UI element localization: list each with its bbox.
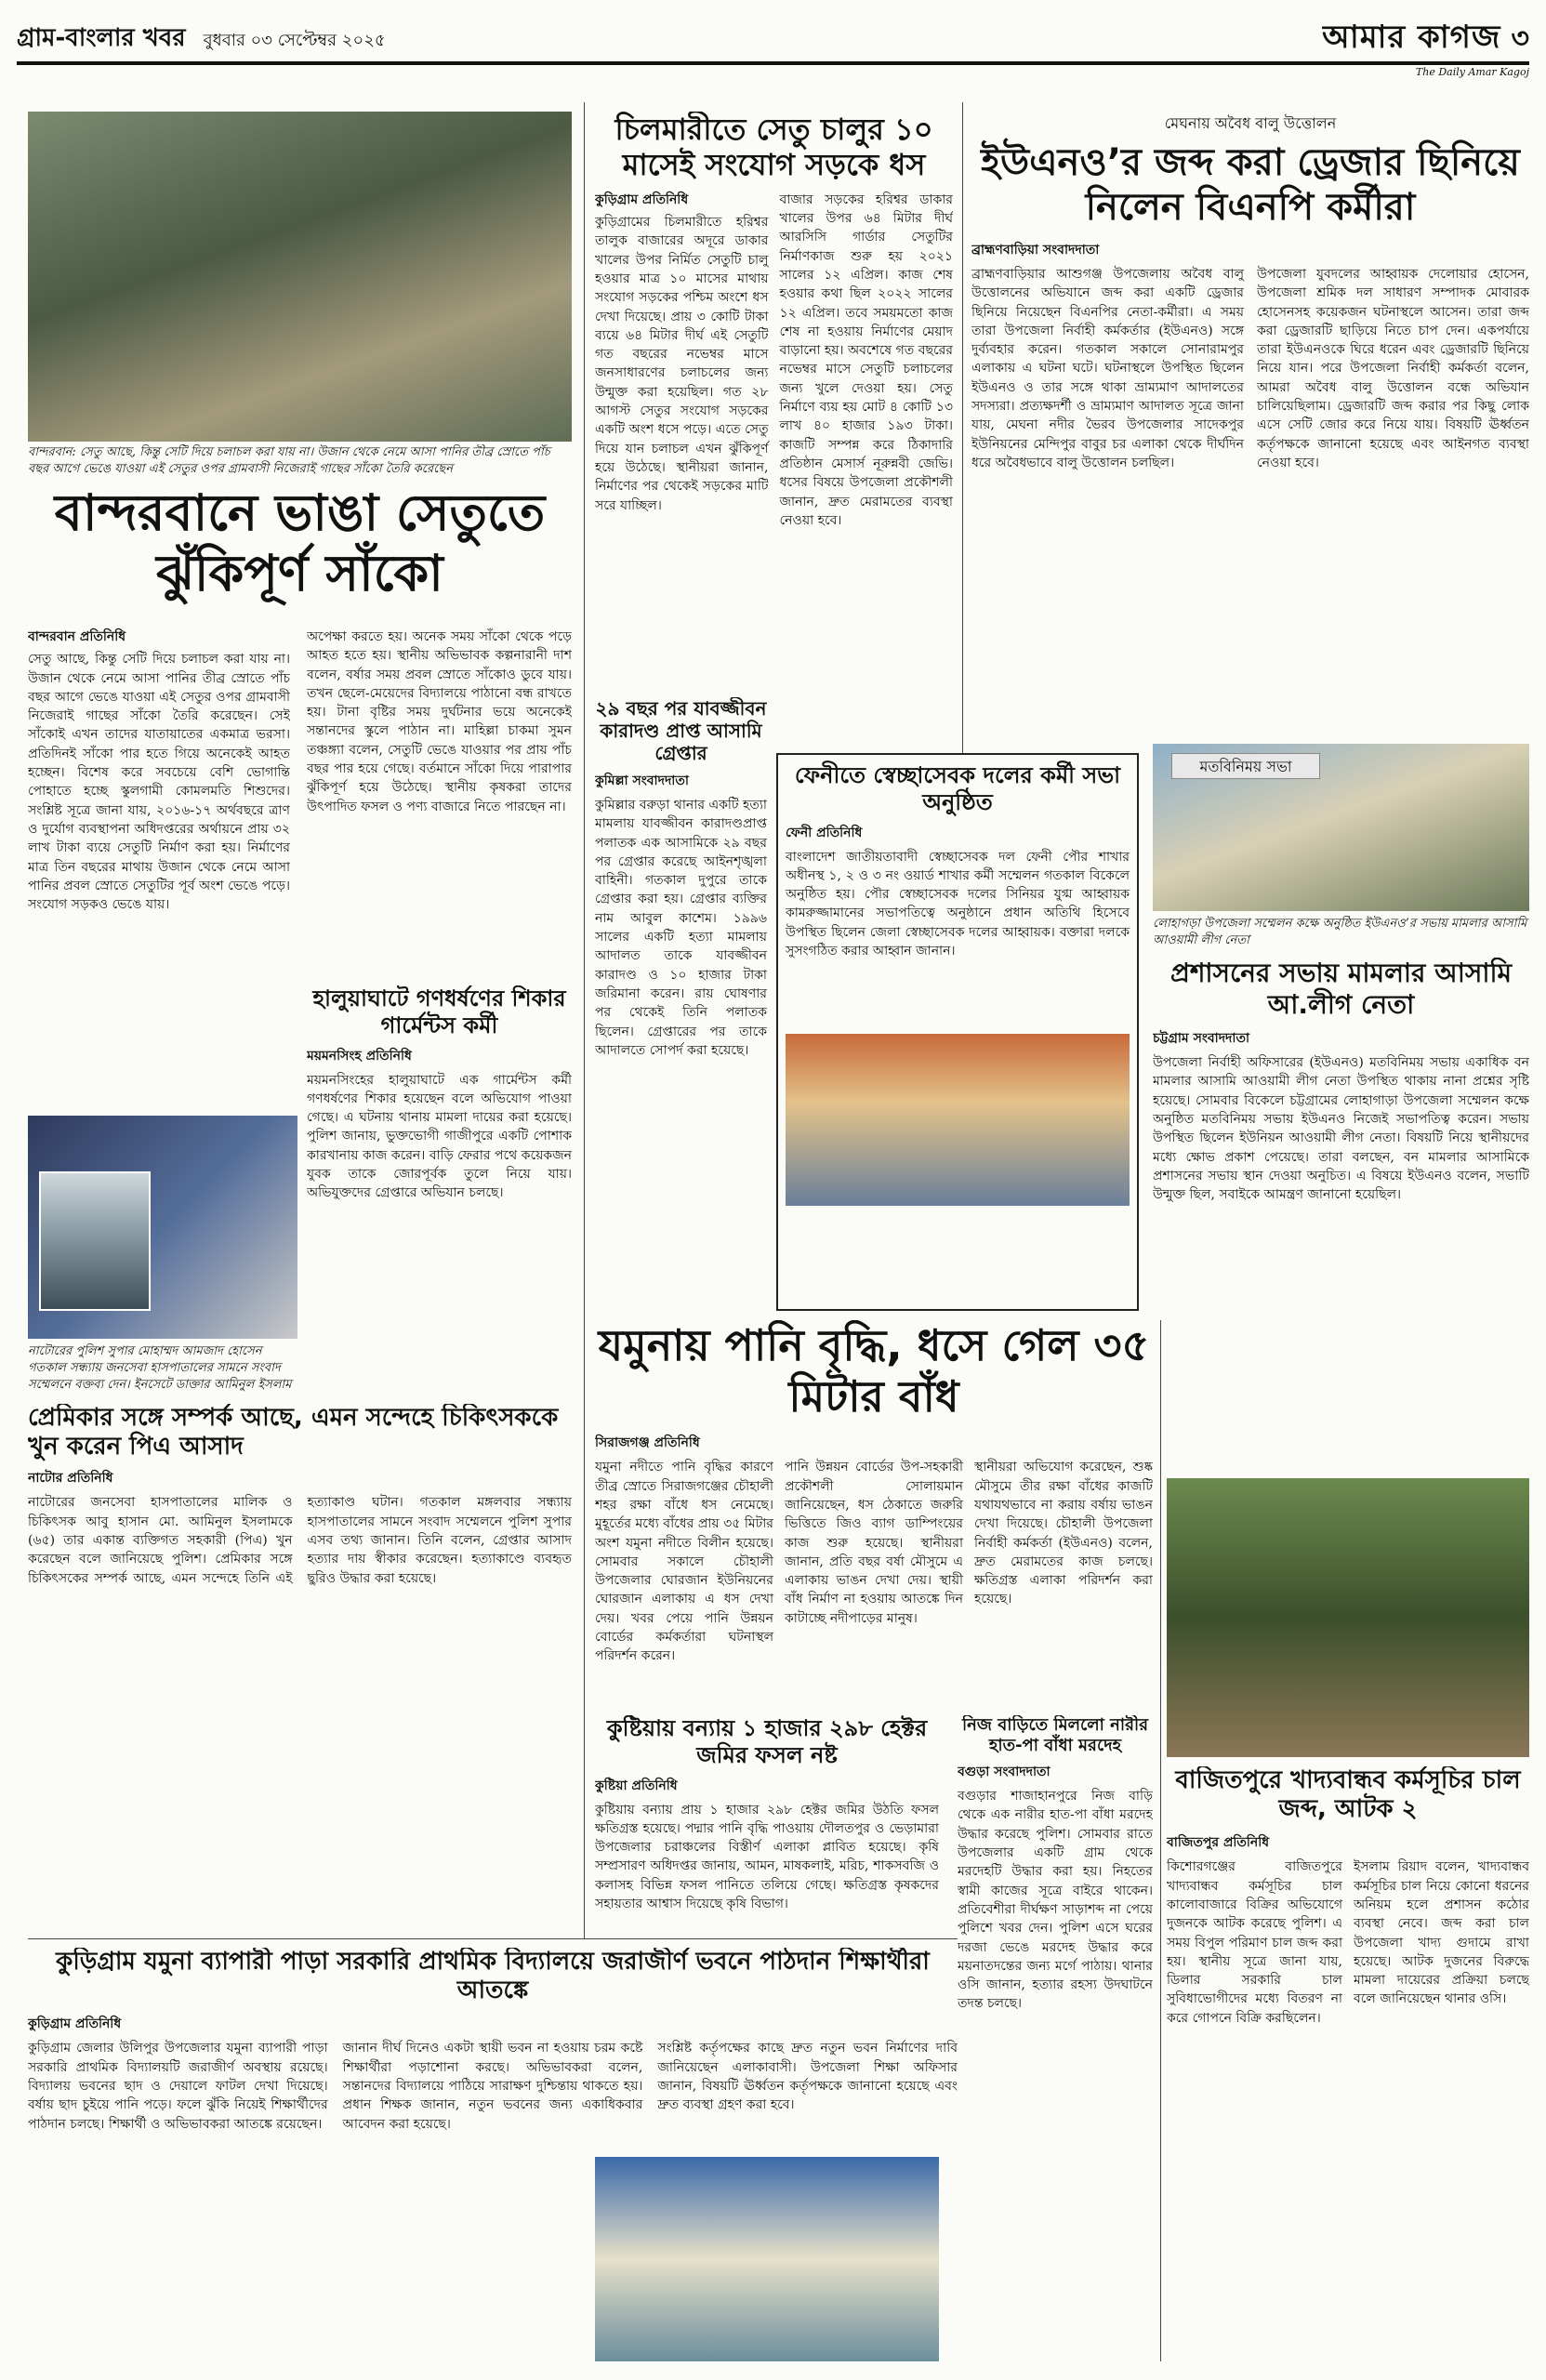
halughat-byline: ময়মনসিংহ প্রতিনিধি: [307, 1048, 412, 1064]
meghna-kicker: মেঘনায় অবৈধ বালু উত্তোলন: [1164, 114, 1337, 132]
nari-byline: বগুড়া সংবাদদাতা: [958, 1765, 1050, 1780]
section-label: গ্রাম-বাংলার খবর: [17, 24, 186, 52]
bandarban-col2: অপেক্ষা করতে হয়। অনেক সময় সাঁকো থেকে পড়ে আহত হতে হয়। স্থানীয় অভিভাবক কল্পনারানী দাশ বলেন, বর্ষার সময় প্রবল স্রোতে সাঁকোও ডুবে যায়। তখন ছেলে-মেয়েদের বিদ্যালয়ে পাঠানো বন্ধ রাখতে হয়। টানা বৃষ্টির সময় দুর্ঘটনার ভয়ে অনেকেই সন্তানদের স্কুলে পাঠান না। মাহিল্লা চাকমা সুমন তঞ্চঙ্গ্যা বলেন, সেতুটি ভেঙে যাওয়ার পর প্রায় পাঁচ বছর পার হয়ে গেছে। বর্তমানে সাঁকো দিয়ে পারাপার ঝুঁকিপূর্ণ হয়ে উঠেছে। স্থানীয় কৃষকরা তাদের উৎপাদিত ফসল ও পণ্য বাজারে নিতে পারছেন না।: [307, 629, 572, 814]
issue-date: বুধবার ০৩ সেপ্টেম্বর ২০২৫: [203, 31, 386, 50]
paper-subtitle: The Daily Amar Kagoj: [1415, 66, 1529, 78]
joubjiban-body: কুমিল্লার বরুড়া থানার একটি হত্যা মামলায় যাবজ্জীবন কারাদণ্ডপ্রাপ্ত পলাতক এক আসামিকে ২৯ বছর পর গ্রেপ্তার করেছে আইনশৃঙ্খলা বাহিনী। গতকাল দুপুরে তাকে গ্রেপ্তার করা হয়। গ্রেপ্তার ব্যক্তির নাম আবুল কাশেম। ১৯৯৬ সালের একটি হত্যা মামলায় আদালত তাকে যাবজ্জীবন কারাদণ্ড ও ১০ হাজার টাকা জরিমানা করেন। রায় ঘোষণার পর থেকেই তিনি পলাতক ছিলেন। গ্রেপ্তারের পর তাকে আদালতে সোপর্দ করা হয়েছে।: [595, 798, 767, 1058]
feni-article: [776, 753, 1139, 1311]
inset-photo: [39, 1171, 151, 1311]
column-divider: [1160, 1320, 1161, 2361]
joubjiban-byline: কুমিল্লা সংবাদদাতা: [595, 774, 689, 788]
kushtia-article: [595, 1715, 939, 1948]
sova-body: উপজেলা নির্বাহী অফিসারের (ইউএনও) মতবিনিময় সভায় একাধিক বন মামলার আসামি আওয়ামী লীগ নেতা উপস্থিত থাকায় নানা প্রশ্নের সৃষ্টি হয়েছে। সোমবার বিকেলে চট্টগ্রামের লোহাগাড়া উপজেলা সম্মেলন কক্ষে অনুষ্ঠিত মতবিনিময় সভায় ইউএনও নিজেই সভাপতিত্ব করেন। সভায় উপস্থিত ছিলেন ইউনিয়ন আওয়ামী লীগ নেতা। বিষয়টি নিয়ে স্থানীয়দের মধ্যে ক্ষোভ প্রকাশ পেয়েছে। তারা বলছেন, বন মামলার আসামিকে প্রশাসনের সভায় স্থান দেওয়া অনুচিত। এ বিষয়ে ইউএনও বলেন, সভাটি উন্মুক্ত ছিল, সবাইকে আমন্ত্রণ জানানো হয়েছিল।: [1153, 1055, 1529, 1203]
chilmari-byline: কুড়িগ্রাম প্রতিনিধি: [595, 192, 689, 207]
kurigram-school-col1: কুড়িগ্রাম জেলার উলিপুর উপজেলার যমুনা ব্যাপারী পাড়া সরকারি প্রাথমিক বিদ্যালয়টি জরাজীর্ণ অবস্থায় রয়েছে। বিদ্যালয় ভবনের ছাদ ও দেয়ালে ফাটল দেখা দিয়েছে। বর্ষায় ছাদ চুইয়ে পানি পড়ে। ফলে ঝুঁকি নিয়েই শিক্ষার্থীদের পাঠদান চলছে। শিক্ষার্থী ও অভিভাবকরা আতঙ্কে রয়েছেন।: [28, 2041, 328, 2132]
section-title: [17, 19, 386, 60]
kurigram-school-headline: কুড়িগ্রাম যমুনা ব্যাপারী পাড়া সরকারি প্রাথমিক বিদ্যালয়ে জরাজীর্ণ ভবনে পাঠদান শিক্ষার্থীরা আতঙ্কে: [56, 1948, 930, 2005]
feni-byline: ফেনী প্রতিনিধি: [786, 825, 863, 840]
natore-photo: [28, 1116, 297, 1339]
header-rule: [17, 61, 1529, 65]
meghna-col2: উপজেলা যুবদলের আহ্বায়ক দেলোয়ার হোসেন, উপজেলা শ্রমিক দল সাধারণ সম্পাদক মোবারক হোসেনসহ কয়েকজন ঘটনাস্থলে আসেন। তারা জব্দ করা ড্রেজারটি ছাড়িয়ে নিতে চাপ দেন। একপর্যায়ে তারা ইউএনওকে ঘিরে ধরেন এবং ড্রেজারটি ছিনিয়ে নিয়ে যান। পরে উপজেলা নির্বাহী কর্মকর্তা বলেন, আমরা অবৈধ বালু উত্তোলন বন্ধে অভিযান চালিয়েছিলাম। ড্রেজারটি জব্দ করার পর কিছু লোক এসে সেটি জোর করে নিয়ে যায়। বিষয়টি ঊর্ধ্বতন কর্তৃপক্ষকে জানানো হয়েছে এবং আইনগত ব্যবস্থা নেওয়া হবে।: [1257, 267, 1529, 470]
sova-article: [1153, 958, 1529, 1422]
meghna-article: [971, 112, 1529, 744]
meghna-col1: ব্রাহ্মণবাড়িয়ার আশুগঞ্জ উপজেলায় অবৈধ বালু উত্তোলনের অভিযানে জব্দ করা একটি ড্রেজার ছিনিয়ে নিয়েছেন বিএনপির নেতা-কর্মীরা। এ সময় তারা উপজেলা নির্বাহী কর্মকর্তার (ইউএনও) সঙ্গে দুর্ব্যবহার করেন। গতকাল সকালে সোনারামপুর এলাকায় এ ঘটনা ঘটে। ঘটনাস্থলে উপস্থিত ছিলেন ইউএনও ও তার সঙ্গে থাকা ভ্রাম্যমাণ আদালতের সদস্যরা। প্রত্যক্ষদর্শী ও ভ্রাম্যমাণ আদালত সূত্রে জানা যায়, মেঘনা নদীর ভৈরব উপজেলার সাদেকপুর ইউনিয়নের মেন্দিপুর বাবুর চর এলাকা থেকে দীর্ঘদিন ধরে অবৈধভাবে বালু উত্তোলন চলছিল।: [971, 267, 1244, 470]
chilmari-col2: বাজার সড়কের হরিশ্বর ডাকার খালের উপর ৬৪ মিটার দীর্ঘ আরসিসি গার্ডার সেতুটির নির্মাণকাজ শুরু হয় ২০২১ সালের ১২ এপ্রিল। কাজ শেষ হওয়ার কথা ছিল ২০২২ সালের ১২ এপ্রিল। তবে সময়মতো কাজ শেষ না হওয়ায় নির্মাণের মেয়াদ বাড়ানো হয়। অবশেষে গত বছরের নভেম্বর মাসে সেতুটি চলাচলের জন্য খুলে দেওয়া হয়। সেতু নির্মাণে ব্যয় হয় মোট ৪ কোটি ১৩ লাখ ৪০ হাজার ১৯৩ টাকা। কাজটি সম্পন্ন করে ঠিকাদারি প্রতিষ্ঠান মেসার্স নূরুন্নবী জেভি। ধসের বিষয়ে উপজেলা প্রকৌশলী জানান, দ্রুত মেরামতের ব্যবস্থা নেওয়া হবে।: [779, 192, 953, 528]
chilmari-headline: চিলমারীতে সেতু চালুর ১০ মাসেই সংযোগ সড়কে ধস: [614, 112, 933, 183]
feni-headline: ফেনীতে স্বেচ্ছাসেবক দলের কর্মী সভা অনুষ্ঠিত: [794, 762, 1121, 815]
meghna-headline: ইউএনও’র জব্দ করা ড্রেজার ছিনিয়ে নিলেন বিএনপি কর্মীরা: [981, 141, 1520, 229]
kushtia-headline: কুষ্টিয়ায় বন্যায় ১ হাজার ২৯৮ হেক্টর জমির ফসল নষ্ট: [606, 1715, 928, 1768]
nari-headline: নিজ বাড়িতে মিললো নারীর হাত-পা বাঁধা মরদেহ: [961, 1715, 1149, 1755]
jamuna-headline: যমুনায় পানি বৃদ্ধি, ধসে গেল ৩৫ মিটার বাঁধ: [598, 1320, 1150, 1422]
page-number: ৩: [1511, 22, 1529, 55]
kushtia-photo: [595, 2157, 939, 2361]
bajitpur-headline: বাজিতপুরে খাদ্যবান্ধব কর্মসূচির চাল জব্দ, আটক ২: [1175, 1766, 1521, 1824]
bajitpur-article: [1167, 1766, 1529, 2361]
row-divider: [28, 1938, 958, 1939]
meghna-byline: ব্রাহ্মণবাড়িয়া সংবাদদাতা: [971, 243, 1100, 258]
bandarban-photo: [28, 112, 572, 442]
joubjiban-headline: ২৯ বছর পর যাবজ্জীবন কারাদণ্ড প্রাপ্ত আসামি গ্রেপ্তার: [595, 697, 767, 764]
nari-article: [958, 1715, 1153, 2361]
premika-byline: নাটোর প্রতিনিধি: [28, 1471, 113, 1487]
feni-photo: [786, 1034, 1130, 1206]
bajitpur-byline: বাজিতপুর প্রতিনিধি: [1167, 1835, 1270, 1851]
bandarban-caption: বান্দরবান: সেতু আছে, কিন্তু সেটি দিয়ে চলাচল করা যায় না। উজান থেকে নেমে আসা পানির তীব্র স্রোতে পাঁচ বছর আগে ভেঙে যাওয়া এই সেতুর ওপর গ্রামবাসী নিজেরাই গাছের সাঁকো তৈরি করেছেন: [28, 445, 550, 477]
bajitpur-col1: কিশোরগঞ্জের বাজিতপুরে খাদ্যবান্ধব কর্মসূচির চাল কালোবাজারে বিক্রির অভিযোগে দুজনকে আটক করেছে পুলিশ। এ সময় বিপুল পরিমাণ চাল জব্দ করা হয়। স্থানীয় সূত্রে জানা যায়, ডিলার সরকারি চাল সুবিধাভোগীদের মধ্যে বিতরণ না করে গোপনে বিক্রি করছিলেন।: [1167, 1859, 1342, 2026]
jamuna-col3: স্থানীয়রা অভিযোগ করেছেন, শুষ্ক মৌসুমে তীর রক্ষা বাঁধের কাজটি যথাযথভাবে না করায় বর্ষায় ভাঙন দেখা দিয়েছে। চৌহালী উপজেলা নির্বাহী কর্মকর্তা (ইউএনও) বলেন, দ্রুত মেরামতের কাজ চলছে। ক্ষতিগ্রস্ত এলাকা পরিদর্শন করা হয়েছে।: [974, 1460, 1153, 1607]
masthead: [1322, 13, 1529, 78]
column-divider: [962, 102, 963, 753]
kushtia-body: কুষ্টিয়ায় বন্যায় প্রায় ১ হাজার ২৯৮ হেক্টর জমির উঠতি ফসল ক্ষতিগ্রস্ত হয়েছে। পদ্মার পানি বৃদ্ধি পাওয়ায় দৌলতপুর ও ভেড়ামারা উপজেলার চরাঞ্চলের বিস্তীর্ণ এলাকা প্লাবিত হয়েছে। কৃষি সম্প্রসারণ অধিদপ্তর জানায়, আমন, মাষকলাই, মরিচ, শাকসবজি ও কলাসহ বিভিন্ন ফসল পানিতে তলিয়ে গেছে। ক্ষতিগ্রস্ত কৃষকদের সহায়তার আশ্বাস দিয়েছে কৃষি বিভাগ।: [595, 1802, 939, 1912]
sova-caption: লোহাগড়া উপজেলা সম্মেলন কক্ষে অনুষ্ঠিত ইউএনও’র সভায় মামলার আসামি আওয়ামী লীগ নেতা: [1153, 917, 1527, 948]
bajitpur-col2: ইসলাম রিয়াদ বলেন, খাদ্যবান্ধব কর্মসূচির চাল নিয়ে কোনো ধরনের অনিয়ম হলে প্রশাসন কঠোর ব্যবস্থা নেবে। জব্দ করা চাল উপজেলা খাদ্য গুদামে রাখা হয়েছে। আটক দুজনের বিরুদ্ধে মামলা দায়েরের প্রক্রিয়া চলছে বলে জানিয়েছেন থানার ওসি।: [1354, 1859, 1529, 2007]
bandarban-col1: [28, 628, 290, 1199]
bandarban-byline: বান্দরবান প্রতিনিধি: [28, 629, 126, 644]
halughat-headline: হালুয়াঘাটে গণধর্ষণের শিকার গার্মেন্টস কর্মী: [312, 985, 566, 1038]
bandarban-text-1: সেতু আছে, কিন্তু সেটি দিয়ে চলাচল করা যায় না। উজান থেকে নেমে আসা পানির তীব্র স্রোতে পাঁচ বছর আগে ভেঙে যাওয়া এই সেতুর ওপর গ্রামবাসী নিজেরাই গাছের সাঁকো তৈরি করেছেন। সেই সাঁকোই এখন তাদের যাতায়াতের একমাত্র ভরসা। প্রতিদিনই সাঁকো পার হতে গিয়ে অনেকেই আহত হচ্ছেন। বিশেষ করে সবচেয়ে বেশি ভোগান্তি পোহাতে হচ্ছে স্কুলগামী কোমলমতি শিশুদের। সংশ্লিষ্ট সূত্রে জানা যায়, ২০১৬-১৭ অর্থবছরে ত্রাণ ও দুর্যোগ ব্যবস্থাপনা অধিদপ্তরের অর্থায়নে প্রায় ৩২ লাখ টাকা ব্যয়ে সেতুটি নির্মাণ করা হয়। নির্মাণের মাত্র তিন বছরের মাথায় উজান থেকে নেমে আসা পানির প্রবল স্রোতে সেতুটির পূর্ব অংশ ভেঙে পড়ে। সংযোগ সড়কও ভেঙে যায়।: [28, 652, 290, 913]
jamuna-article: [595, 1320, 1153, 1711]
sova-byline: চট্টগ্রাম সংবাদদাতা: [1153, 1031, 1250, 1047]
sova-banner: মতবিনিময় সভা: [1171, 753, 1320, 779]
kushtia-byline: কুষ্টিয়া প্রতিনিধি: [595, 1778, 678, 1793]
paper-name: আমার কাগজ: [1322, 19, 1501, 56]
halughat-body: ময়মনসিংহের হালুয়াঘাটে এক গার্মেন্টস কর্মী গণধর্ষণের শিকার হয়েছেন বলে অভিযোগ পাওয়া গেছে। এ ঘটনায় থানায় মামলা দায়ের করা হয়েছে। পুলিশ জানায়, ভুক্তভোগী গাজীপুরে একটি পোশাক কারখানায় কাজ করেন। বাড়ি ফেরার পথে কয়েকজন যুবক তাকে জোরপূর্বক তুলে নিয়ে যায়। অভিযুক্তদের গ্রেপ্তারে অভিযান চলছে।: [307, 1072, 572, 1201]
sova-photo: [1153, 744, 1529, 911]
nari-body: বগুড়ার শাজাহানপুরে নিজ বাড়ি থেকে এক নারীর হাত-পা বাঁধা মরদেহ উদ্ধার করেছে পুলিশ। সোমবার রাতে উপজেলার একটি গ্রাম থেকে মরদেহটি উদ্ধার করা হয়। নিহতের স্বামী কাজের সূত্রে বাইরে থাকেন। প্রতিবেশীরা দীর্ঘক্ষণ সাড়াশব্দ না পেয়ে পুলিশে খবর দেন। পুলিশ এসে ঘরের দরজা ভেঙে মরদেহ উদ্ধার করে ময়নাতদন্তের জন্য মর্গে পাঠায়। থানার ওসি জানান, হত্যার রহস্য উদঘাটনে তদন্ত চলছে।: [958, 1789, 1153, 2012]
premika-headline: প্রেমিকার সঙ্গে সম্পর্ক আছে, এমন সন্দেহে চিকিৎসককে খুন করেন পিএ আসাদ: [28, 1404, 559, 1461]
chilmari-text-1: কুড়িগ্রামের চিলমারীতে হরিশ্বর তালুক বাজারের অদূরে ডাকার খালের উপর নির্মিত সেতুটি চালু হওয়ার মাত্র ১০ মাসের মাথায় সংযোগ সড়কের পশ্চিম অংশে ধস দেখা দিয়েছে। প্রায় ৩ কোটি টাকা ব্যয়ে ৬৪ মিটার দীর্ঘ এই সেতুটি গত বছরের নভেম্বর মাসে জনসাধারণের চলাচলের জন্য উন্মুক্ত করা হয়েছিল। গত ২৮ আগস্ট সেতুর সংযোগ সড়কের একটি অংশ ধসে পড়ে। এতে সেতু দিয়ে যান চলাচল এখন ঝুঁকিপূর্ণ হয়ে উঠেছে। স্থানীয়রা জানান, নির্মাণের পর থেকেই সড়কের মাটি সরে যাচ্ছিল।: [595, 215, 769, 513]
jamuna-byline: সিরাজগঞ্জ প্রতিনিধি: [595, 1435, 700, 1451]
jamuna-col2: পানি উন্নয়ন বোর্ডের উপ-সহকারী প্রকৌশলী সোলায়মান জানিয়েছেন, ধস ঠেকাতে জরুরি ভিত্তিতে জিও ব্যাগ ডাম্পিংয়ের কাজ শুরু হয়েছে। স্থানীয়রা জানান, প্রতি বছর বর্ষা মৌসুমে এ এলাকায় ভাঙন দেখা দেয়। স্থায়ী বাঁধ নির্মাণ না হওয়ায় আতঙ্কে দিন কাটাচ্ছে নদীপাড়ের মানুষ।: [785, 1460, 963, 1626]
bandarban-headline: বান্দরবানে ভাঙা সেতুতে ঝুঁকিপূর্ণ সাঁকো: [54, 483, 546, 602]
column-divider: [584, 102, 585, 1938]
premika-article: [28, 1404, 572, 1924]
premika-body: নাটোরের জনসেবা হাসপাতালের মালিক ও চিকিৎসক আবু হাসান মো. আমিনুল ইসলামকে (৬৫) তার একান্ত ব্যক্তিগত সহকারী (পিএ) খুন করেছেন বলে জানিয়েছে পুলিশ। প্রেমিকার সঙ্গে চিকিৎসকের সম্পর্ক আছে, এমন সন্দেহে তিনি এই হত্যাকাণ্ড ঘটান। গতকাল মঙ্গলবার সন্ধ্যায় হাসপাতালের সামনে সংবাদ সম্মেলনে পুলিশ সুপার এসব তথ্য জানান। তিনি বলেন, গ্রেপ্তার আসাদ হত্যার দায় স্বীকার করেছেন। হত্যাকাণ্ডে ব্যবহৃত ছুরিও উদ্ধার করা হয়েছে।: [28, 1495, 572, 1586]
joubjiban-article: [595, 697, 767, 1367]
sova-headline: প্রশাসনের সভায় মামলার আসামি আ.লীগ নেতা: [1169, 958, 1513, 1020]
feni-body: বাংলাদেশ জাতীয়তাবাদী স্বেচ্ছাসেবক দল ফেনী পৌর শাখার অধীনস্থ ১, ২ ও ৩ নং ওয়ার্ড শাখার কর্মী সম্মেলন গতকাল বিকেলে অনুষ্ঠিত হয়। পৌর স্বেচ্ছাসেবক দলের সিনিয়র যুগ্ম আহ্বায়ক কামরুজ্জামানের সভাপতিত্বে অনুষ্ঠানে প্রধান অতিথি হিসেবে উপস্থিত ছিলেন জেলা স্বেচ্ছাসেবক দলের আহ্বায়ক। বক্তারা দলকে সুসংগঠিত করার আহ্বান জানান।: [786, 849, 1130, 959]
natore-caption: নাটোরের পুলিশ সুপার মোহাম্মদ আমজাদ হোসেন গতকাল সন্ধ্যায় জনসেবা হাসপাতালের সামনে সংবাদ সম্মেলনে বক্তব্য দেন। ইনসেটে ডাক্তার আমিনুল ইসলাম: [28, 1344, 292, 1393]
kurigram-school-col3: সংশ্লিষ্ট কর্তৃপক্ষের কাছে দ্রুত নতুন ভবন নির্মাণের দাবি জানিয়েছেন এলাকাবাসী। উপজেলা শিক্ষা অফিসার জানান, বিষয়টি ঊর্ধ্বতন কর্তৃপক্ষকে জানানো হয়েছে এবং দ্রুত ব্যবস্থা গ্রহণ করা হবে।: [657, 2041, 958, 2113]
chilmari-article: [595, 112, 953, 688]
bajitpur-photo: [1167, 1478, 1529, 1757]
kurigram-school-byline: কুড়িগ্রাম প্রতিনিধি: [28, 2016, 122, 2032]
jamuna-col1: যমুনা নদীতে পানি বৃদ্ধির কারণে তীব্র স্রোতে সিরাজগঞ্জের চৌহালী শহর রক্ষা বাঁধে ধস নেমেছে। মুহূর্তের মধ্যে বাঁধের প্রায় ৩৫ মিটার অংশ যমুনা নদীতে বিলীন হয়েছে। সোমবার সকালে চৌহালী উপজেলার ঘোরজান ইউনিয়নের ঘোরজান এলাকায় এ ধস দেখা দেয়। খবর পেয়ে পানি উন্নয়ন বোর্ডের কর্মকর্তারা ঘটনাস্থল পরিদর্শন করেন।: [595, 1460, 773, 1664]
kurigram-school-col2: জানান দীর্ঘ দিনেও একটা স্থায়ী ভবন না হওয়ায় চরম কষ্টে শিক্ষার্থীরা পড়াশোনা করছে। অভিভাবকরা বলেন, সন্তানদের বিদ্যালয়ে পাঠিয়ে সারাক্ষণ দুশ্চিন্তায় থাকতে হয়। প্রধান শিক্ষক জানান, নতুন ভবনের জন্য একাধিকবার আবেদন করা হয়েছে।: [342, 2041, 643, 2132]
chilmari-col1: [595, 191, 769, 530]
